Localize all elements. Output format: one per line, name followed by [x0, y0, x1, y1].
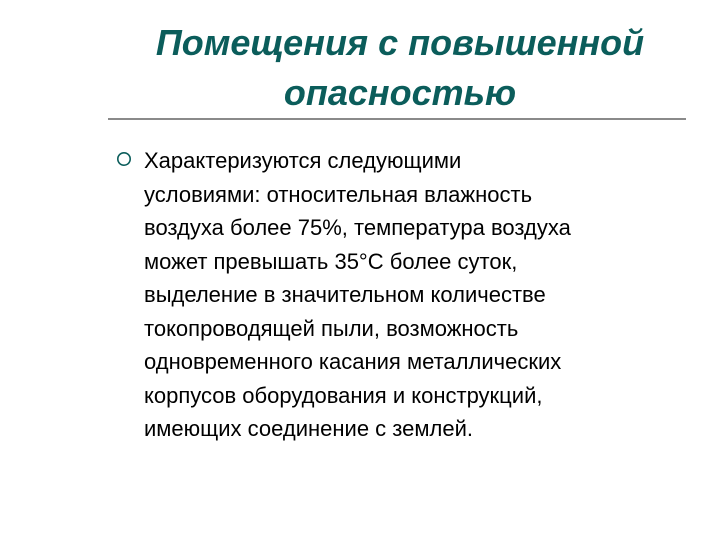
bullet-line: Характеризуются следующими	[144, 148, 462, 173]
bullet-item	[116, 144, 676, 446]
bullet-line: выделение в значительном количестве	[144, 282, 546, 307]
bullet-line: токопроводящей пыли, возможность	[144, 315, 519, 341]
bullet-line: может превышать 35°С более суток,	[144, 248, 518, 274]
bullet-line: условиями: относительная влажность	[144, 181, 533, 207]
title-line-1: Помещения с повышенной	[155, 22, 645, 63]
bullet-text	[144, 144, 571, 446]
title-line-2: опасностью	[283, 72, 517, 113]
title-divider	[108, 118, 686, 120]
bullet-line: корпусов оборудования и конструкций,	[144, 382, 543, 408]
slide-title	[100, 18, 700, 118]
bullet-line: одновременного касания металлических	[144, 349, 562, 374]
bullet-line: воздуха более 75%, температура воздуха	[144, 215, 571, 240]
bullet-line: имеющих соединение с землей.	[144, 416, 473, 441]
hollow-circle-bullet-icon	[116, 151, 132, 167]
